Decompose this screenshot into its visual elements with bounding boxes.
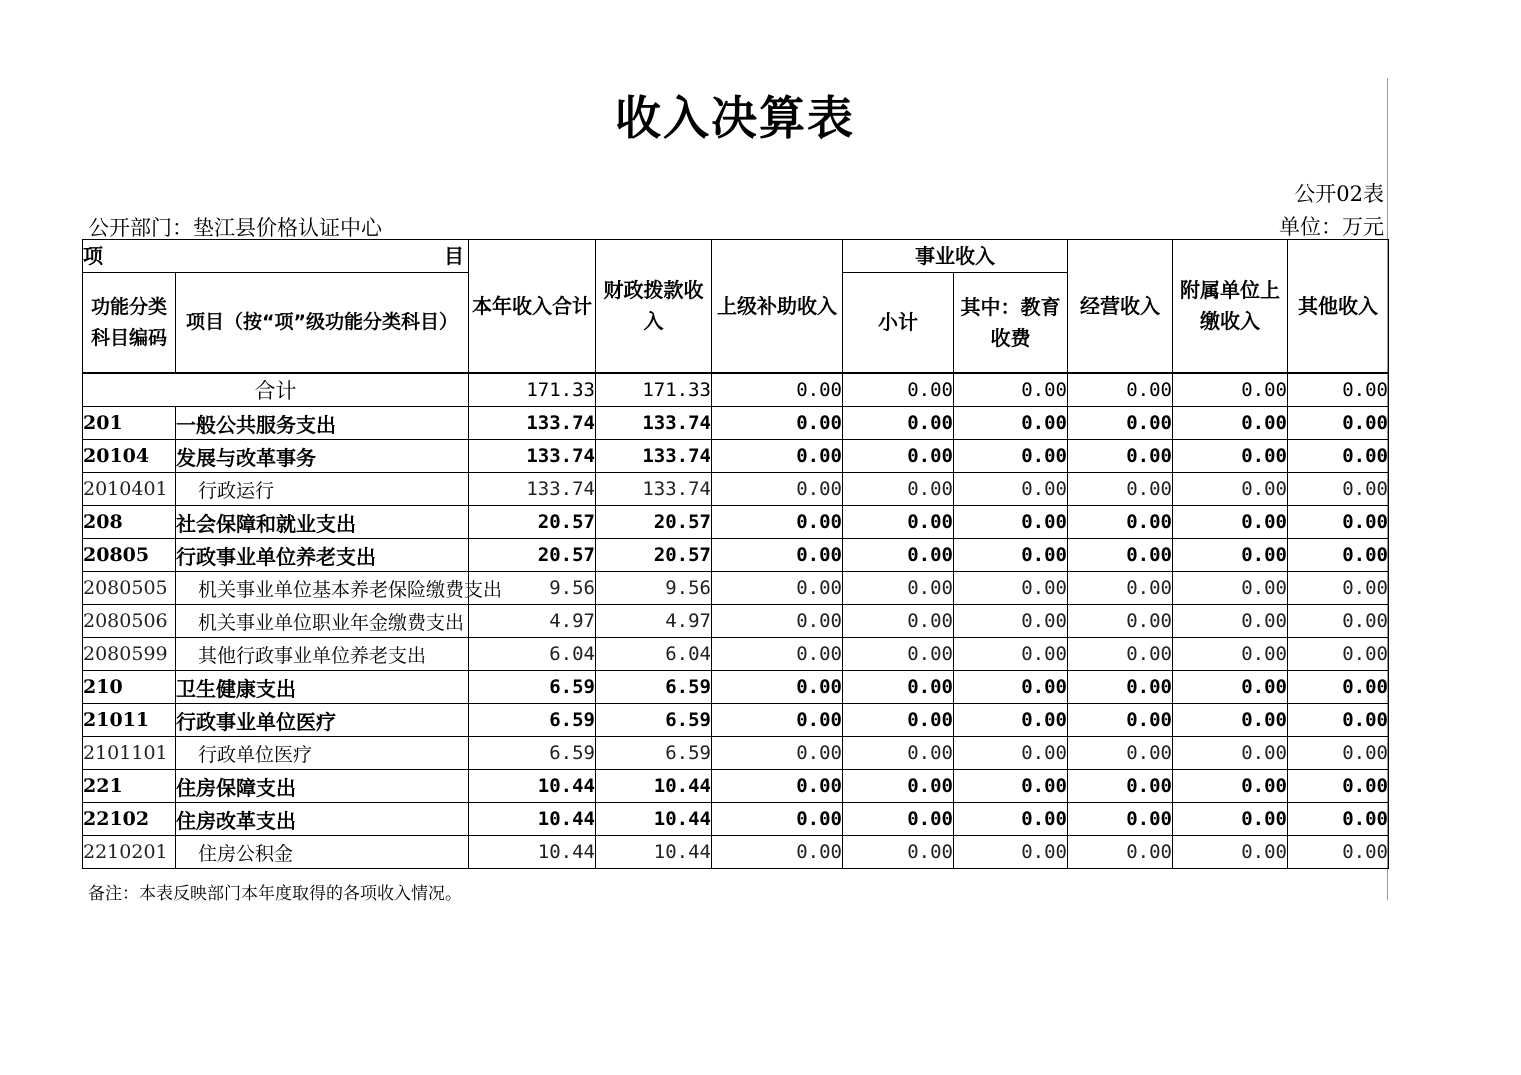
row-value: 0.00 <box>954 539 1068 572</box>
row-value: 4.97 <box>596 605 712 638</box>
row-value: 0.00 <box>843 803 954 836</box>
row-value: 20.57 <box>596 506 712 539</box>
row-value: 133.74 <box>596 407 712 440</box>
total-value: 0.00 <box>1173 373 1288 407</box>
row-value: 0.00 <box>1068 836 1173 869</box>
department-label: 公开部门：垫江县价格认证中心 <box>88 216 382 240</box>
row-code: 2010401 <box>83 473 176 506</box>
row-value: 0.00 <box>843 704 954 737</box>
row-code: 210 <box>83 671 176 704</box>
header-business: 事业收入 <box>843 240 1068 273</box>
row-value: 0.00 <box>712 737 843 770</box>
row-value: 0.00 <box>1288 704 1389 737</box>
row-value: 0.00 <box>1288 638 1389 671</box>
row-value: 0.00 <box>1288 671 1389 704</box>
row-value: 20.57 <box>596 539 712 572</box>
row-value: 0.00 <box>712 836 843 869</box>
row-value: 0.00 <box>1068 407 1173 440</box>
table-row <box>83 737 1389 770</box>
row-value: 0.00 <box>1288 737 1389 770</box>
table-row <box>83 506 1389 539</box>
row-value: 0.00 <box>954 704 1068 737</box>
row-value: 0.00 <box>1173 671 1288 704</box>
row-value: 0.00 <box>1288 539 1389 572</box>
row-value: 9.56 <box>596 572 712 605</box>
row-value: 0.00 <box>1068 572 1173 605</box>
header-fiscal: 财政拨款收入 <box>596 240 712 374</box>
row-value: 6.04 <box>596 638 712 671</box>
row-value: 0.00 <box>712 440 843 473</box>
row-value: 0.00 <box>712 473 843 506</box>
row-code: 21011 <box>83 704 176 737</box>
row-value: 0.00 <box>1288 770 1389 803</box>
row-value: 0.00 <box>1068 440 1173 473</box>
row-code: 208 <box>83 506 176 539</box>
row-value: 0.00 <box>1068 770 1173 803</box>
table-row <box>83 671 1389 704</box>
row-value: 6.59 <box>596 671 712 704</box>
header-superior: 上级补助收入 <box>712 240 843 374</box>
row-value: 0.00 <box>1068 506 1173 539</box>
row-value: 0.00 <box>1173 473 1288 506</box>
header-project <box>83 240 469 273</box>
row-name: 行政单位医疗 <box>176 737 469 770</box>
row-value: 9.56 <box>469 572 596 605</box>
row-value: 0.00 <box>1173 770 1288 803</box>
row-value: 0.00 <box>1173 506 1288 539</box>
total-value: 0.00 <box>712 373 843 407</box>
row-name: 住房公积金 <box>176 836 469 869</box>
row-code: 2080505 <box>83 572 176 605</box>
row-value: 0.00 <box>1288 407 1389 440</box>
row-value: 133.74 <box>596 440 712 473</box>
row-value: 0.00 <box>712 407 843 440</box>
total-value: 171.33 <box>596 373 712 407</box>
header-operating: 经营收入 <box>1068 240 1173 374</box>
row-value: 0.00 <box>843 836 954 869</box>
row-value: 0.00 <box>954 737 1068 770</box>
row-value: 6.59 <box>596 737 712 770</box>
row-value: 0.00 <box>1173 605 1288 638</box>
row-value: 0.00 <box>1173 638 1288 671</box>
total-row <box>83 373 1389 407</box>
row-value: 6.59 <box>596 704 712 737</box>
table-row <box>83 605 1389 638</box>
row-value: 10.44 <box>596 803 712 836</box>
header-project-mu: 目 <box>444 243 464 268</box>
table-row <box>83 407 1389 440</box>
total-value: 0.00 <box>843 373 954 407</box>
row-value: 0.00 <box>1173 407 1288 440</box>
total-value: 171.33 <box>469 373 596 407</box>
row-value: 0.00 <box>843 440 954 473</box>
row-name: 行政运行 <box>176 473 469 506</box>
row-name: 机关事业单位基本养老保险缴费支出 <box>176 572 469 605</box>
header-code: 功能分类科目编码 <box>83 273 176 374</box>
table-row <box>83 572 1389 605</box>
row-value: 0.00 <box>843 605 954 638</box>
table-row <box>83 638 1389 671</box>
row-value: 0.00 <box>1068 803 1173 836</box>
row-code: 2101101 <box>83 737 176 770</box>
footnote: 备注：本表反映部门本年度取得的各项收入情况。 <box>88 884 462 904</box>
table-row <box>83 539 1389 572</box>
row-value: 0.00 <box>1288 506 1389 539</box>
row-value: 0.00 <box>712 506 843 539</box>
row-value: 0.00 <box>712 572 843 605</box>
row-value: 0.00 <box>954 506 1068 539</box>
row-code: 221 <box>83 770 176 803</box>
row-value: 0.00 <box>712 770 843 803</box>
row-code: 201 <box>83 407 176 440</box>
row-value: 0.00 <box>954 638 1068 671</box>
header-project-label: 项 <box>83 243 103 268</box>
row-value: 20.57 <box>469 539 596 572</box>
table-body <box>83 373 1389 869</box>
header-name: 项目（按“项”级功能分类科目） <box>176 273 469 374</box>
row-value: 0.00 <box>1173 572 1288 605</box>
row-code: 20805 <box>83 539 176 572</box>
row-value: 0.00 <box>1173 539 1288 572</box>
row-value: 0.00 <box>712 638 843 671</box>
row-value: 0.00 <box>1173 737 1288 770</box>
row-value: 0.00 <box>954 407 1068 440</box>
row-code: 2080506 <box>83 605 176 638</box>
row-name: 行政事业单位医疗 <box>176 704 469 737</box>
total-value: 0.00 <box>1068 373 1173 407</box>
header-total: 本年收入合计 <box>469 240 596 374</box>
row-value: 0.00 <box>843 671 954 704</box>
income-table <box>82 239 1389 869</box>
row-value: 0.00 <box>1288 572 1389 605</box>
row-value: 0.00 <box>843 770 954 803</box>
row-name: 机关事业单位职业年金缴费支出 <box>176 605 469 638</box>
row-name: 住房保障支出 <box>176 770 469 803</box>
table-row <box>83 473 1389 506</box>
row-value: 0.00 <box>954 572 1068 605</box>
row-value: 0.00 <box>954 473 1068 506</box>
row-value: 20.57 <box>469 506 596 539</box>
row-value: 6.59 <box>469 671 596 704</box>
row-value: 0.00 <box>1173 803 1288 836</box>
row-value: 0.00 <box>843 539 954 572</box>
row-value: 0.00 <box>1068 605 1173 638</box>
row-value: 0.00 <box>712 539 843 572</box>
row-name: 其他行政事业单位养老支出 <box>176 638 469 671</box>
row-value: 0.00 <box>1288 440 1389 473</box>
row-value: 0.00 <box>1068 671 1173 704</box>
row-value: 0.00 <box>954 836 1068 869</box>
row-value: 0.00 <box>1173 836 1288 869</box>
row-value: 0.00 <box>1068 737 1173 770</box>
row-value: 0.00 <box>1173 704 1288 737</box>
row-value: 10.44 <box>596 836 712 869</box>
total-value: 0.00 <box>954 373 1068 407</box>
row-value: 0.00 <box>712 704 843 737</box>
row-value: 6.04 <box>469 638 596 671</box>
row-value: 10.44 <box>596 770 712 803</box>
form-number: 公开02表 <box>1294 182 1384 206</box>
header-business-sub: 小计 <box>843 273 954 374</box>
row-name: 发展与改革事务 <box>176 440 469 473</box>
row-value: 10.44 <box>469 770 596 803</box>
row-value: 6.59 <box>469 704 596 737</box>
row-code: 2210201 <box>83 836 176 869</box>
row-value: 0.00 <box>843 737 954 770</box>
row-value: 10.44 <box>469 836 596 869</box>
row-value: 0.00 <box>954 440 1068 473</box>
row-value: 0.00 <box>843 638 954 671</box>
row-value: 0.00 <box>1068 704 1173 737</box>
unit-label: 单位：万元 <box>1279 215 1384 239</box>
row-value: 0.00 <box>843 407 954 440</box>
row-name: 社会保障和就业支出 <box>176 506 469 539</box>
row-value: 0.00 <box>843 572 954 605</box>
total-label: 合计 <box>83 373 469 407</box>
row-value: 0.00 <box>1288 803 1389 836</box>
header-affiliated: 附属单位上缴收入 <box>1173 240 1288 374</box>
row-value: 0.00 <box>1173 440 1288 473</box>
table-row <box>83 836 1389 869</box>
row-value: 0.00 <box>954 803 1068 836</box>
row-value: 133.74 <box>469 407 596 440</box>
row-value: 4.97 <box>469 605 596 638</box>
table-row <box>83 440 1389 473</box>
total-value: 0.00 <box>1288 373 1389 407</box>
row-name: 一般公共服务支出 <box>176 407 469 440</box>
row-code: 2080599 <box>83 638 176 671</box>
table-row <box>83 704 1389 737</box>
header-business-edu: 其中：教育收费 <box>954 273 1068 374</box>
table-row <box>83 770 1389 803</box>
row-value: 0.00 <box>1068 473 1173 506</box>
row-value: 133.74 <box>596 473 712 506</box>
row-value: 0.00 <box>954 605 1068 638</box>
row-value: 6.59 <box>469 737 596 770</box>
row-code: 20104 <box>83 440 176 473</box>
page-title: 收入决算表 <box>615 91 855 145</box>
row-value: 0.00 <box>712 671 843 704</box>
row-value: 133.74 <box>469 440 596 473</box>
table-row <box>83 803 1389 836</box>
row-name: 卫生健康支出 <box>176 671 469 704</box>
row-value: 0.00 <box>1288 836 1389 869</box>
row-name: 住房改革支出 <box>176 803 469 836</box>
row-value: 133.74 <box>469 473 596 506</box>
row-value: 0.00 <box>954 770 1068 803</box>
row-value: 0.00 <box>843 473 954 506</box>
row-code: 22102 <box>83 803 176 836</box>
row-value: 10.44 <box>469 803 596 836</box>
row-value: 0.00 <box>1068 638 1173 671</box>
row-value: 0.00 <box>1068 539 1173 572</box>
row-value: 0.00 <box>712 803 843 836</box>
row-value: 0.00 <box>843 506 954 539</box>
row-name: 行政事业单位养老支出 <box>176 539 469 572</box>
row-value: 0.00 <box>712 605 843 638</box>
row-value: 0.00 <box>1288 473 1389 506</box>
header-other: 其他收入 <box>1288 240 1389 374</box>
row-value: 0.00 <box>954 671 1068 704</box>
row-value: 0.00 <box>1288 605 1389 638</box>
